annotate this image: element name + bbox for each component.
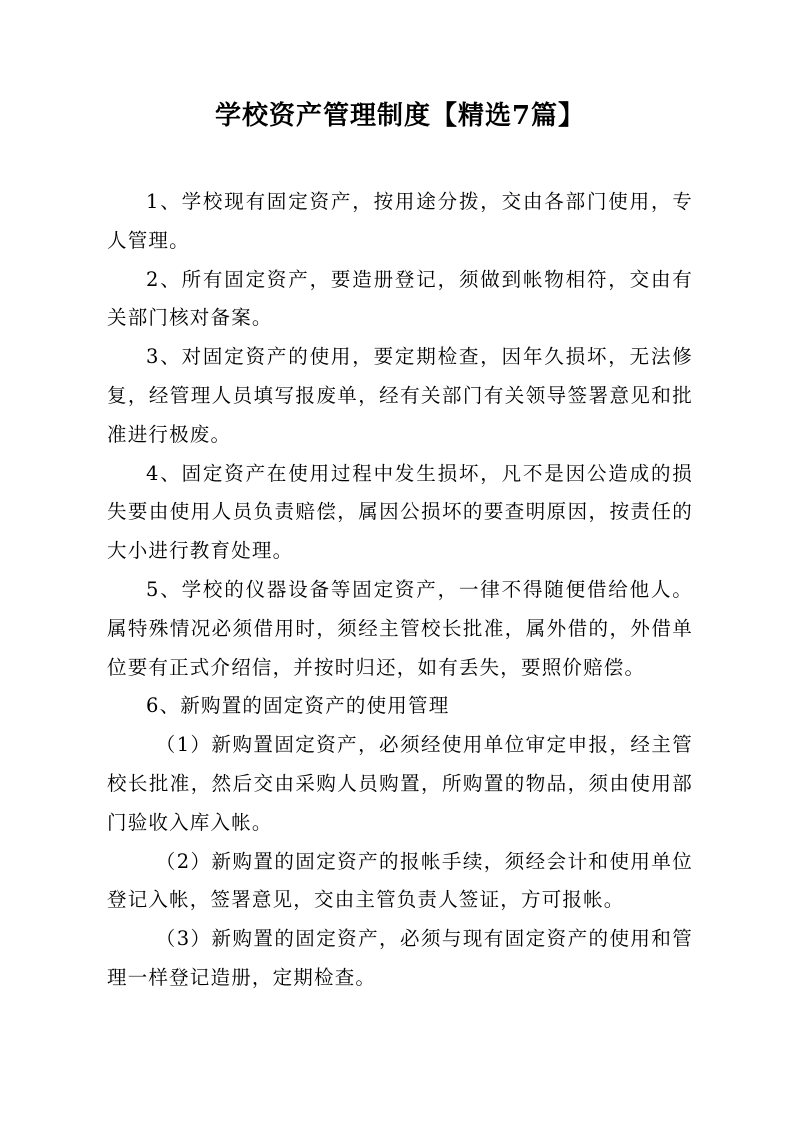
document-body (107, 183, 693, 998)
sub-paragraph-6-1: （1）新购置固定资产，必须经使用单位审定申报，经主管校长批准，然后交由采购人员购置，所购置的物品，须由使用部门验收入库入帐。 (107, 733, 693, 834)
sub-paragraph-6-3: （3）新购置的固定资产，必须与现有固定资产的使用和管理一样登记造册，定期检查。 (107, 927, 693, 989)
paragraph-5: 5、学校的仪器设备等固定资产，一律不得随便借给他人。属特殊情况必须借用时，须经主管校长批准，属外借的，外借单位要有正式介绍信，并按时归还，如有丢失，要照价赔偿。 (107, 577, 693, 679)
paragraph-1: 1、学校现有固定资产，按用途分拨，交由各部门使用，专人管理。 (107, 190, 693, 252)
paragraph-2: 2、所有固定资产，要造册登记，须做到帐物相符，交由有关部门核对备案。 (107, 267, 693, 330)
sub-paragraph-6-2: （2）新购置的固定资产的报帐手续，须经会计和使用单位登记入帐，签署意见，交由主管负责人签证，方可报帐。 (107, 849, 693, 912)
document-title: 学校资产管理制度【精选7篇】 (214, 101, 586, 131)
paragraph-6: 6、新购置的固定资产的使用管理 (146, 694, 450, 718)
paragraph-4: 4、固定资产在使用过程中发生损坏，凡不是因公造成的损失要由使用人员负责赔偿，属因公损坏的要查明原因，按责任的大小进行教育处理。 (107, 461, 693, 563)
paragraph-3: 3、对固定资产的使用，要定期检查，因年久损坏，无法修复，经管理人员填写报废单，经有关部门有关领导签署意见和批准进行极废。 (107, 345, 693, 446)
